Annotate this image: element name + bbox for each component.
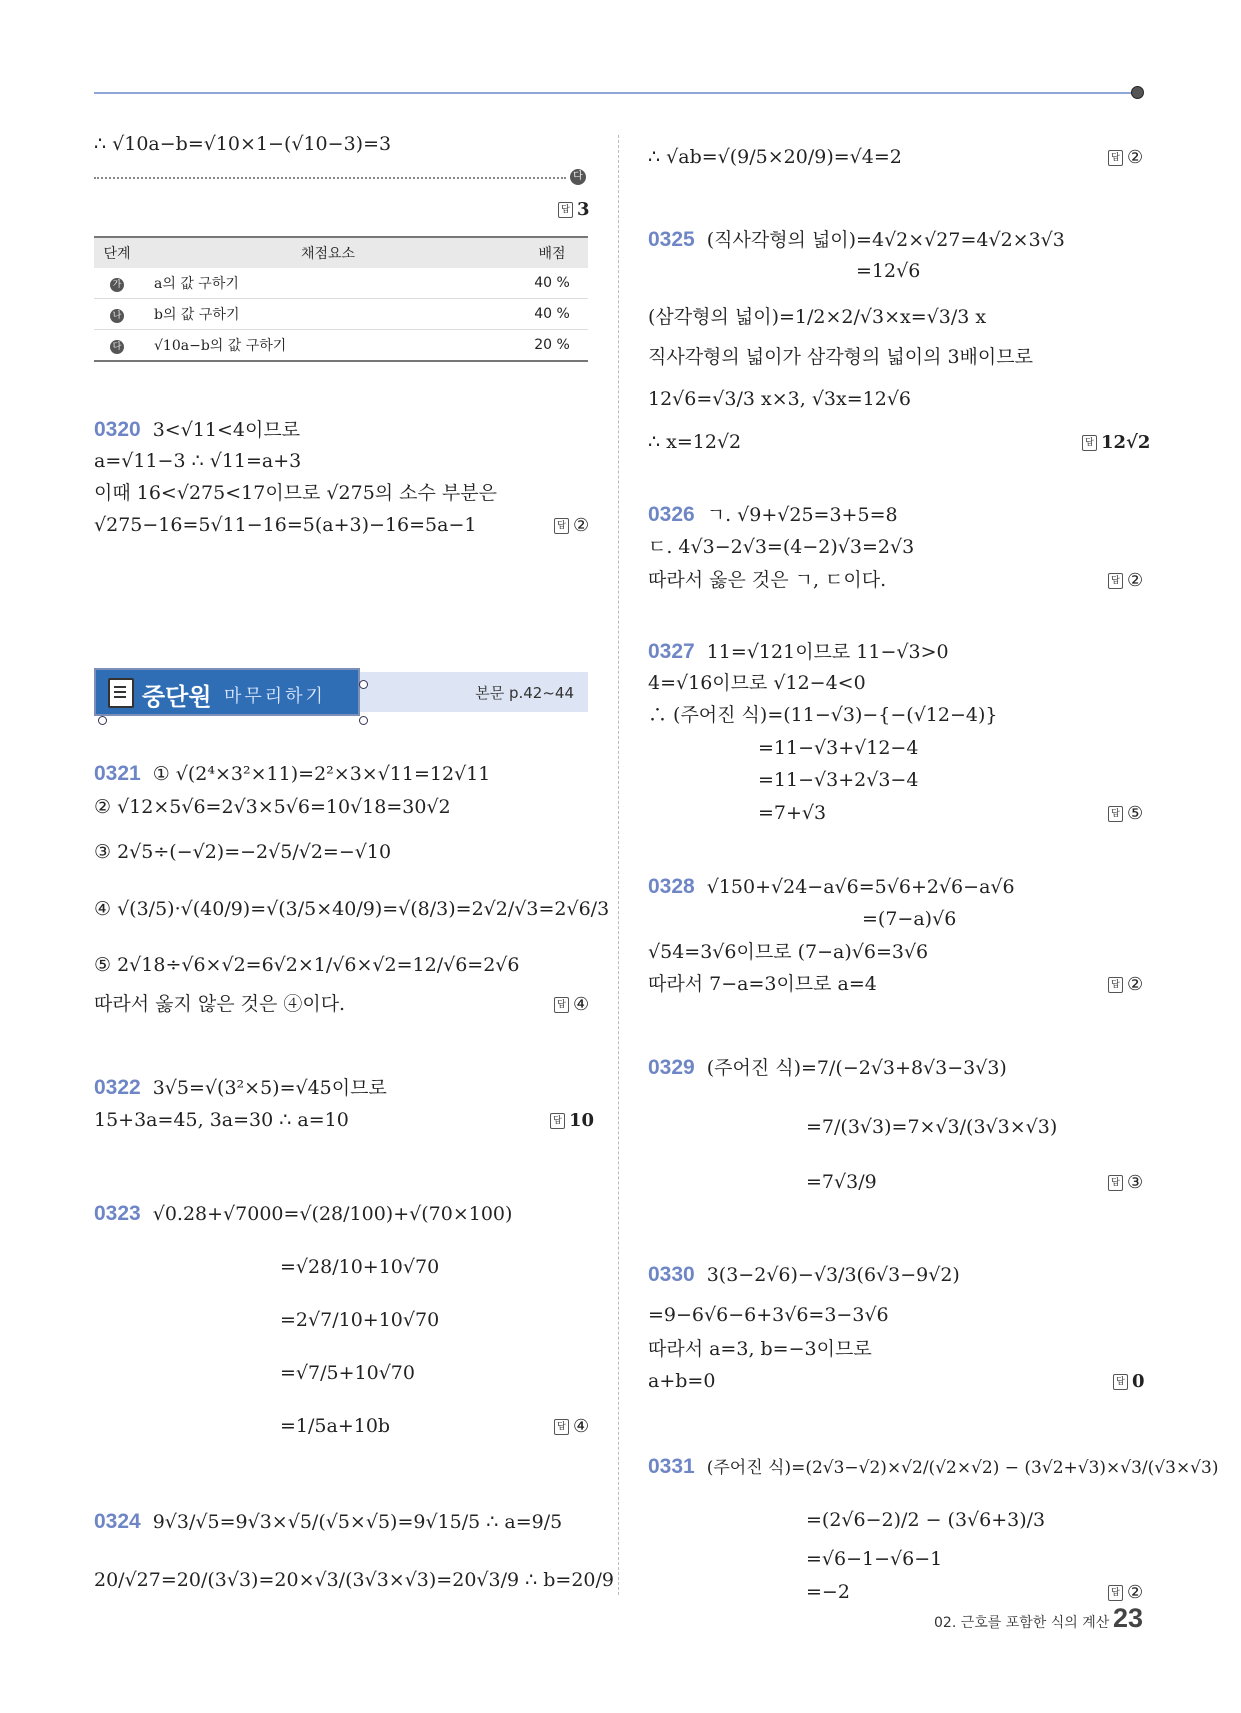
score-item: √10a−b의 값 구하기 <box>140 330 516 362</box>
right-top-equation: ∴ √ab=√(9/5×20/9)=√4=2 <box>648 146 902 168</box>
right-top-answer: 답 ② <box>1108 147 1143 168</box>
problem-number: 0329 <box>648 1056 695 1079</box>
problem-number: 0324 <box>94 1510 141 1533</box>
answer-icon: 답 <box>1108 573 1123 589</box>
problem-0320-line-2: a=√11−3 ∴ √11=a+3 <box>94 450 302 472</box>
score-header-item: 채점요소 <box>140 237 516 268</box>
header-rule-dot <box>1131 86 1144 99</box>
problem-0328-line-4: 따라서 7−a=3이므로 a=4 <box>648 973 877 995</box>
problem-number: 0330 <box>648 1263 695 1286</box>
problem-0330-line-3: 따라서 a=3, b=−3이므로 <box>648 1338 872 1360</box>
problem-0327-line-1: 0327 11=√121이므로 11−√3>0 <box>648 640 949 663</box>
score-item: a의 값 구하기 <box>140 268 516 299</box>
problem-0327-line-5: =11−√3+2√3−4 <box>758 769 919 791</box>
problem-0326-line-3: 따라서 옳은 것은 ㄱ, ㄷ이다. <box>648 569 887 591</box>
problem-0327-line-2: 4=√16이므로 √12−4<0 <box>648 672 866 694</box>
score-item: b의 값 구하기 <box>140 299 516 330</box>
table-row <box>94 330 588 362</box>
column-separator <box>618 135 619 1595</box>
problem-0331-line-3: =√6−1−√6−1 <box>806 1548 943 1570</box>
problem-0325-line-5: 12√6=√3/3 x×3, √3x=12√6 <box>648 388 912 410</box>
step-marker: 가 <box>110 278 124 292</box>
problem-0330-line-1: 0330 3(3−2√6)−√3/3(6√3−9√2) <box>648 1263 960 1286</box>
problem-number: 0325 <box>648 228 695 251</box>
problem-0323-answer: 답 ④ <box>554 1416 589 1437</box>
problem-0327-answer: 답 ⑤ <box>1108 803 1143 824</box>
handle-dot <box>359 716 368 725</box>
page-number: 23 <box>1113 1603 1144 1633</box>
problem-0330-answer: 답 0 <box>1113 1371 1145 1392</box>
answer-icon: 답 <box>554 518 569 534</box>
banner-title: 중단원 <box>142 683 212 711</box>
problem-number: 0331 <box>648 1455 695 1478</box>
answer-icon: 답 <box>1108 977 1123 993</box>
dotted-separator <box>94 177 566 179</box>
problem-0329-line-3: =7√3/9 <box>806 1171 877 1193</box>
intro-equation: ∴ √10a−b=√10×1−(√10−3)=3 <box>94 133 392 155</box>
problem-0320-line-1: 0320 3<√11<4이므로 <box>94 418 301 441</box>
score-value: 40 % <box>516 299 588 330</box>
problem-0326-answer: 답 ② <box>1108 570 1143 591</box>
problem-0325-answer: 답 12√2 <box>1082 432 1150 453</box>
problem-0331-answer: 답 ② <box>1108 1582 1143 1603</box>
intro-answer: 답 3 <box>558 199 590 220</box>
answer-icon: 답 <box>1082 435 1097 451</box>
problem-0323-line-5: =1/5a+10b <box>280 1415 391 1437</box>
problem-0321-line-1: 0321 ① √(2⁴×3²×11)=2²×3×√11=12√11 <box>94 762 491 785</box>
problem-0322-line-1: 0322 3√5=√(3²×5)=√45이므로 <box>94 1076 387 1099</box>
problem-0327-line-3: ∴ (주어진 식)=(11−√3)−{−(√12−4)} <box>648 704 998 726</box>
problem-0327-line-4: =11−√3+√12−4 <box>758 737 919 759</box>
score-table <box>94 236 588 362</box>
problem-number: 0322 <box>94 1076 141 1099</box>
problem-0328-line-2: =(7−a)√6 <box>862 908 957 930</box>
problem-0328-line-3: √54=3√6이므로 (7−a)√6=3√6 <box>648 941 929 963</box>
problem-0321-line-5: ⑤ 2√18÷√6×√2=6√2×1/√6×√2=12/√6=2√6 <box>94 954 520 976</box>
problem-0323-line-4: =√7/5+10√70 <box>280 1362 415 1384</box>
step-marker-da: 다 <box>570 169 586 185</box>
problem-0328-answer: 답 ② <box>1108 974 1143 995</box>
score-header-step: 단계 <box>94 237 140 268</box>
answer-icon: 답 <box>558 202 573 218</box>
step-marker: 다 <box>110 340 124 354</box>
problem-0325-line-1: 0325 (직사각형의 넓이)=4√2×√27=4√2×3√3 <box>648 228 1065 251</box>
footer-chapter: 02. 근호를 포함한 식의 계산 <box>934 1615 1110 1631</box>
problem-0325-line-6: ∴ x=12√2 <box>648 431 742 453</box>
score-header-score: 배점 <box>516 237 588 268</box>
problem-0321-line-3: ③ 2√5÷(−√2)=−2√5/√2=−√10 <box>94 841 392 863</box>
problem-0321-line-4: ④ √(3/5)·√(40/9)=√(3/5×40/9)=√(8/3)=2√2/√3=2√6/3 <box>94 898 610 920</box>
book-icon <box>108 678 134 708</box>
score-value: 40 % <box>516 268 588 299</box>
problem-0322-answer: 답 10 <box>550 1110 594 1131</box>
handle-dot <box>98 716 107 725</box>
problem-0326-line-1: 0326 ㄱ. √9+√25=3+5=8 <box>648 503 898 526</box>
problem-0329-line-2: =7/(3√3)=7×√3/(3√3×√3) <box>806 1116 1058 1138</box>
problem-number: 0321 <box>94 762 141 785</box>
problem-0325-line-2: =12√6 <box>856 260 921 282</box>
answer-icon: 답 <box>1108 806 1123 822</box>
problem-0324-line-2: 20/√27=20/(3√3)=20×√3/(3√3×√3)=20√3/9 ∴ b=20/9 <box>94 1569 615 1591</box>
problem-0330-line-4: a+b=0 <box>648 1370 716 1392</box>
answer-icon: 답 <box>1108 150 1123 166</box>
problem-0329-answer: 답 ③ <box>1108 1172 1143 1193</box>
score-value: 20 % <box>516 330 588 362</box>
problem-0323-line-3: =2√7/10+10√70 <box>280 1309 440 1331</box>
problem-number: 0328 <box>648 875 695 898</box>
section-banner <box>94 672 588 712</box>
handle-dot <box>359 680 368 689</box>
problem-0331-line-1: 0331 (주어진 식)=(2√3−√2)×√2/(√2×√2) − (3√2+√3)×√3/(√3×√3) <box>648 1455 1219 1478</box>
answer-icon: 답 <box>554 997 569 1013</box>
problem-0321-line-2: ② √12×5√6=2√3×5√6=10√18=30√2 <box>94 796 451 818</box>
problem-0329-line-1: 0329 (주어진 식)=7/(−2√3+8√3−3√3) <box>648 1056 1007 1079</box>
problem-0331-line-4: =−2 <box>806 1581 850 1603</box>
problem-0331-line-2: =(2√6−2)/2 − (3√6+3)/3 <box>806 1509 1046 1531</box>
answer-icon: 답 <box>1108 1585 1123 1601</box>
answer-icon: 답 <box>1113 1374 1128 1390</box>
table-row <box>94 299 588 330</box>
problem-0322-line-2: 15+3a=45, 3a=30 ∴ a=10 <box>94 1109 349 1131</box>
problem-0321-answer: 답 ④ <box>554 994 589 1015</box>
header-rule <box>94 92 1134 94</box>
problem-0320-line-3: 이때 16<√275<17이므로 √275의 소수 부분은 <box>94 482 497 504</box>
table-row <box>94 268 588 299</box>
problem-0320-line-4: √275−16=5√11−16=5(a+3)−16=5a−1 <box>94 514 477 536</box>
problem-0324-line-1: 0324 9√3/√5=9√3×√5/(√5×√5)=9√15/5 ∴ a=9/5 <box>94 1510 563 1533</box>
problem-0326-line-2: ㄷ. 4√3−2√3=(4−2)√3=2√3 <box>648 536 915 558</box>
problem-number: 0327 <box>648 640 695 663</box>
problem-0327-line-6: =7+√3 <box>758 802 827 824</box>
banner-subtitle: 마무리하기 <box>224 686 326 707</box>
problem-0321-line-6: 따라서 옳지 않은 것은 ④이다. <box>94 993 346 1015</box>
banner-page-ref: 본문 p.42~44 <box>475 684 574 702</box>
answer-icon: 답 <box>550 1113 565 1129</box>
banner-title-box <box>94 668 360 716</box>
answer-icon: 답 <box>1108 1175 1123 1191</box>
step-marker: 나 <box>110 309 124 323</box>
problem-0325-line-3: (삼각형의 넓이)=1/2×2/√3×x=√3/3 x <box>648 306 987 328</box>
problem-0330-line-2: =9−6√6−6+3√6=3−3√6 <box>648 1304 889 1326</box>
answer-icon: 답 <box>554 1419 569 1435</box>
problem-0325-line-4: 직사각형의 넓이가 삼각형의 넓이의 3배이므로 <box>648 346 1033 368</box>
problem-number: 0326 <box>648 503 695 526</box>
problem-number: 0320 <box>94 418 141 441</box>
problem-0320-answer: 답 ② <box>554 515 589 536</box>
problem-number: 0323 <box>94 1202 141 1225</box>
problem-0328-line-1: 0328 √150+√24−a√6=5√6+2√6−a√6 <box>648 875 1015 898</box>
problem-0323-line-2: =√28/10+10√70 <box>280 1256 440 1278</box>
problem-0323-line-1: 0323 √0.28+√7000=√(28/100)+√(70×100) <box>94 1202 513 1225</box>
